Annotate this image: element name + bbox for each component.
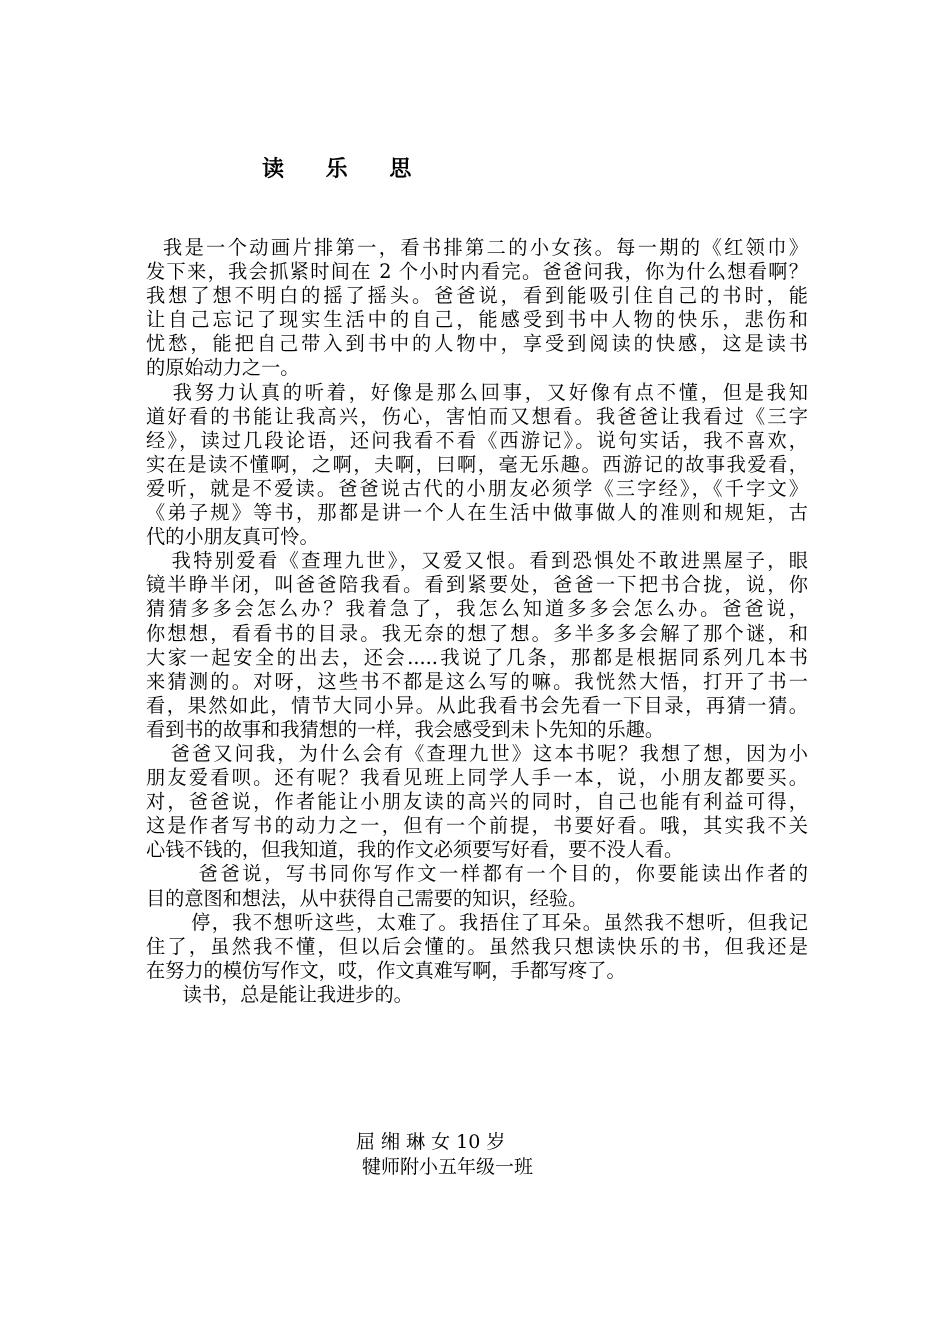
signature-block [356, 1130, 533, 1180]
author-line: 屈 缃 琳 女 10 岁 [356, 1131, 506, 1153]
body-line: 停，我不想听这些，太难了。我捂住了耳朵。虽然我不想听，但我记 [146, 910, 808, 934]
body-line: 大家一起安全的出去，还会.....我说了几条，那都是根据同系列几本书 [146, 645, 808, 669]
body-line: 你想想，看看书的目录。我无奈的想了想。多半多多会解了那个谜，和 [146, 621, 808, 645]
body-line: 爱听，就是不爱读。爸爸说古代的小朋友必须学《三字经》，《千字文》 [146, 476, 808, 500]
body-line: 朋友爱看呗。还有呢？我看见班上同学人手一本，说，小朋友都要买。 [146, 766, 808, 790]
school-line: 犍师附小五年级一班 [356, 1156, 534, 1178]
body-line: 来猜测的。对呀，这些书不都是这么写的嘛。我恍然大悟，打开了书一 [146, 669, 808, 693]
body-line: 发下来，我会抓紧时间在 2 个小时内看完。爸爸问我，你为什么想看啊？ [146, 260, 808, 284]
body-line: 我特别爱看《查理九世》，又爱又恨。看到恐惧处不敢进黑屋子，眼 [146, 549, 808, 573]
body-line: 对，爸爸说，作者能让小朋友读的高兴的同时，自己也能有利益可得， [146, 790, 808, 814]
body-line: 猜猜多多会怎么办？我着急了，我怎么知道多多会怎么办。爸爸说， [146, 597, 808, 621]
body-line: 爸爸又问我，为什么会有《查理九世》这本书呢？我想了想，因为小 [146, 741, 808, 765]
essay-title: 读 乐 思 [262, 157, 429, 182]
essay-body [146, 236, 808, 1007]
body-line: 镜半睁半闭，叫爸爸陪我看。看到紧要处，爸爸一下把书合拢，说，你 [146, 573, 808, 597]
body-line: 目的意图和想法，从中获得自己需要的知识，经验。 [146, 886, 588, 910]
body-line: 爸爸说，写书同你写作文一样都有一个目的，你要能读出作者的 [146, 862, 808, 886]
body-line: 我是一个动画片排第一，看书排第二的小女孩。每一期的《红领巾》 [146, 236, 808, 259]
body-line: 这是作者写书的动力之一，但有一个前提，书要好看。哦，其实我不关 [146, 814, 808, 838]
body-line: 《弟子规》等书，那都是讲一个人在生活中做事做人的准则和规矩，古 [146, 501, 808, 525]
body-line: 心钱不钱的，但我知道，我的作文必须要写好看，要不没人看。 [146, 838, 684, 862]
body-line: 在努力的模仿写作文，哎，作文真难写啊，手都写疼了。 [146, 958, 626, 982]
body-line: 我努力认真的听着，好像是那么回事，又好像有点不懂，但是我知 [146, 380, 808, 404]
body-line: 让自己忘记了现实生活中的自己，能感受到书中人物的快乐，悲伤和 [146, 308, 808, 332]
body-line: 读书，总是能让我进步的。 [146, 982, 413, 1006]
body-line: 住了，虽然我不懂，但以后会懂的。虽然我只想读快乐的书，但我还是 [146, 934, 808, 958]
body-line: 看，果然如此，情节大同小异。从此我看书会先看一下目录，再猜一猜。 [146, 693, 808, 717]
body-line: 我想了想不明白的摇了摇头。爸爸说，看到能吸引住自己的书时，能 [146, 284, 808, 308]
body-line: 经》，读过几段论语，还问我看不看《西游记》。说句实话，我不喜欢， [146, 428, 808, 452]
body-line: 实在是读不懂啊，之啊，夫啊，曰啊，毫无乐趣。西游记的故事我爱看， [146, 452, 808, 476]
body-line: 道好看的书能让我高兴，伤心，害怕而又想看。我爸爸让我看过《三字 [146, 404, 808, 428]
body-line: 看到书的故事和我猜想的一样，我会感受到未卜先知的乐趣。 [146, 717, 665, 741]
body-line: 的原始动力之一。 [146, 356, 300, 380]
body-line: 忧愁，能把自己带入到书中的人物中，享受到阅读的快感，这是读书 [146, 332, 808, 356]
body-line: 代的小朋友真可怜。 [146, 525, 319, 549]
